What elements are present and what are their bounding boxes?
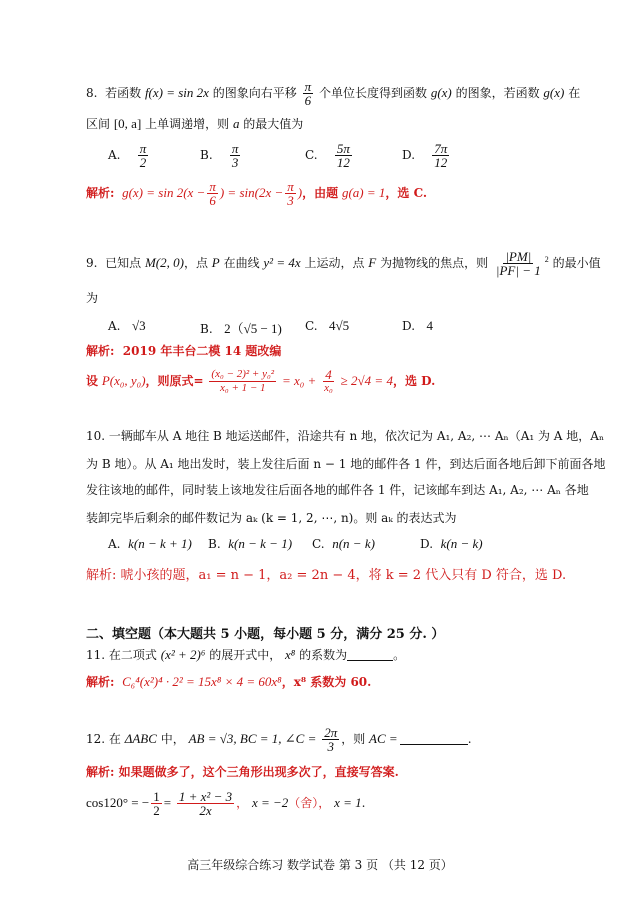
q11-line	[86, 647, 405, 663]
q10-option-c: C. n(n − k)	[312, 536, 375, 551]
q11-solution-text: ，x⁸ 系数为 60.	[281, 675, 372, 689]
page-footer: 高三年级综合练习 数学试卷 第 3 页 （共 12 页）	[187, 858, 453, 872]
q8-option-b: B. $\frac{\pi}{3}$	[200, 141, 239, 170]
q12-solution-eq: x = 1	[334, 795, 362, 810]
q12-line: 12. 在 ΔABC 中， AB = √3, BC = 1, ∠C = $\frac{2\pi}{3}$ ，则 AC = .	[86, 725, 472, 754]
q8-text: 的图象，若函数	[455, 86, 540, 100]
q8-line1	[86, 80, 580, 107]
q10-option-b: B. k(n − k − 1)	[208, 536, 293, 551]
q9-solution-eq: = x₀ +	[281, 373, 317, 388]
q8-text: 在	[568, 86, 581, 100]
q9-line1	[86, 250, 601, 277]
q9-point-m: M(2, 0)	[144, 255, 184, 270]
q8-solution-text: ，由题	[302, 186, 339, 200]
q8-text: 的图象向右平移	[212, 86, 297, 100]
q12-solution-text: .	[361, 796, 366, 810]
q9-text: 的最小值	[552, 256, 601, 270]
q8-text: 上单调递增，则	[145, 117, 230, 131]
q8-solution-ga: g(a) = 1	[341, 185, 386, 200]
q11-solution	[86, 674, 371, 690]
q8-option-a: A. $\frac{\pi}{2}$	[108, 141, 147, 170]
q8-interval: [0, a]	[113, 116, 142, 131]
section-title-fill-in: 二、填空题（本大题共 5 小题，每小题 5 分，满分 25 分. ）	[86, 627, 445, 642]
q8-a-variable: a	[232, 116, 240, 131]
q9-text: 已知点	[105, 256, 142, 270]
q12-solution-text: ，	[236, 796, 249, 810]
q8-text: 的最大值为	[243, 117, 304, 131]
q12-ask: AC =	[369, 731, 398, 746]
q9-solution-text: 设	[86, 374, 99, 388]
q8-solution-eq: g(x) = sin 2(x −	[122, 185, 206, 200]
q9-text: 上运动，点	[304, 256, 365, 270]
q11-text: 。	[393, 648, 406, 662]
solution-label: 解析:	[86, 675, 115, 689]
q9-option-d: D. 4	[402, 318, 433, 333]
q9-text: ，点	[183, 256, 208, 270]
q12-solution-eq: x = −2	[251, 795, 289, 810]
q12-text: .	[467, 732, 472, 746]
q9-curve: y² = 4x	[263, 255, 301, 270]
q12-triangle: ΔABC	[124, 731, 157, 746]
q12-solution: 解析: 如果题做多了，这个三角形出现多次了，直接写答案.	[86, 765, 399, 779]
q8-text: 若函数	[105, 86, 142, 100]
q12-solution-eq: cos120° = −	[86, 795, 150, 810]
q8-option-c: C. $\frac{5\pi}{12}$	[305, 141, 350, 170]
q11-text: 11. 在二项式	[86, 648, 157, 662]
q9-solution-text: ，则原式=	[145, 374, 204, 388]
q9-solution-eq: ≥ 2√4 = 4	[340, 373, 393, 388]
q9-solution-p: P(x₀, y₀)	[101, 373, 146, 388]
q8-solution: 解析: g(x) = sin 2(x − $\frac{\pi}{6}$ ) = sin(2x − $\frac{\pi}{3}$ )，由题 g(a) = 1，选 C.	[86, 179, 428, 208]
solution-label: 解析:	[86, 186, 115, 200]
q12-text: 12. 在	[86, 732, 121, 746]
q8-g-name: g(x)	[543, 85, 565, 100]
q9-sup: 2	[544, 255, 549, 264]
q8-text: 区间	[86, 117, 111, 131]
q9-expression-fraction: $\frac{|PM|}{|PF| - 1}$	[495, 249, 541, 278]
solution-label: 解析:	[86, 344, 115, 358]
q8-text: 个单位长度得到函数	[318, 86, 427, 100]
q11-term: x⁸	[285, 647, 296, 662]
q10-line4: 装卸完毕后剩余的邮件数记为 aₖ (k = 1, 2, ⋯, n)。则 aₖ 的表达式为	[86, 511, 457, 525]
q12-conditions: AB = √3, BC = 1, ∠C =	[188, 731, 317, 746]
q8-option-d: D. $\frac{7\pi}{12}$	[402, 141, 448, 170]
q9-text: 为抛物线的焦点，则	[380, 256, 489, 270]
q9-text: 在曲线	[223, 256, 260, 270]
q9-number: 9.	[86, 256, 98, 270]
q10-line1: 10. 一辆邮车从 A 地往 B 地运送邮件，沿途共有 n 地，依次记为 A₁, A₂, ⋯ Aₙ（A₁ 为 A 地，Aₙ	[86, 429, 605, 443]
q9-option-c: C. 4√5	[305, 318, 350, 333]
q12-solution-eq: =	[163, 795, 172, 810]
q8-shift-fraction: $\frac{\pi}{6}$	[304, 79, 312, 108]
q11-solution-eq: C₆⁴(x²)⁴ · 2² = 15x⁸ × 4 = 60x⁸	[122, 674, 282, 689]
q8-number: 8.	[86, 86, 98, 100]
q8-line2	[86, 116, 303, 132]
q9-line2: 为	[86, 291, 99, 305]
q12-solution-detail: cos120° = − $\frac{1}{2}$ = $\frac{\text{1 + x² − 3}}{2x}$ ， x = −2（舍）， x = 1.	[86, 789, 366, 818]
q11-text: 的系数为	[299, 648, 348, 662]
q9-solution	[86, 343, 281, 359]
q11-answer-blank[interactable]	[347, 660, 393, 661]
q12-text: 中，	[160, 732, 185, 746]
q12-text: ，则	[341, 732, 366, 746]
q12-answer-blank[interactable]	[400, 744, 468, 745]
q8-solution-text: ，选 C.	[385, 186, 428, 200]
q8-f-definition: f(x) = sin 2x	[144, 85, 209, 100]
q9-f: F	[368, 255, 377, 270]
q12-solution-text: （舍），	[288, 796, 331, 810]
q9-solution-text: ，选 D.	[392, 374, 436, 388]
q9-option-a: A. √3	[108, 318, 146, 333]
q11-binomial: (x² + 2)⁶	[160, 647, 206, 662]
q9-option-b: B. 2（√5 − 1)	[200, 321, 282, 336]
q10-option-a: A. k(n − k + 1)	[108, 536, 192, 551]
q8-solution-eq: )	[297, 185, 303, 200]
q10-option-d: D. k(n − k)	[420, 536, 483, 551]
q9-solution-text: 2019 年丰台二模 14 题改编	[122, 344, 282, 358]
q10-line2: 为 B 地）。从 A₁ 地出发时，装上发往后面 n − 1 地的邮件各 1 件，到达后面各地后卸下前面各地	[86, 457, 606, 471]
q8-solution-eq: ) = sin(2x −	[219, 185, 284, 200]
q8-g-name: g(x)	[430, 85, 452, 100]
q10-solution: 解析: 唬小孩的题，a₁ = n − 1，a₂ = 2n − 4，将 k = 2 代入只有 D 符合，选 D.	[86, 568, 567, 583]
q11-text: 的展开式中，	[209, 648, 282, 662]
q10-line3: 发往该地的邮件，同时装上该地发往后面各地的邮件各 1 件，记该邮车到达 A₁, A₂, ⋯ Aₙ 各地	[86, 483, 589, 497]
q9-p: P	[211, 255, 220, 270]
q9-solution-detail: 设 P(x₀, y₀)，则原式= $\frac{\text{(x₀ − 2)² + y₀²}}{\text{x₀ + 1 − 1}}$ = x₀ + $\frac{4}{\text{x₀}}$ ≥ 2√4 = 4，选 D.	[86, 367, 436, 394]
